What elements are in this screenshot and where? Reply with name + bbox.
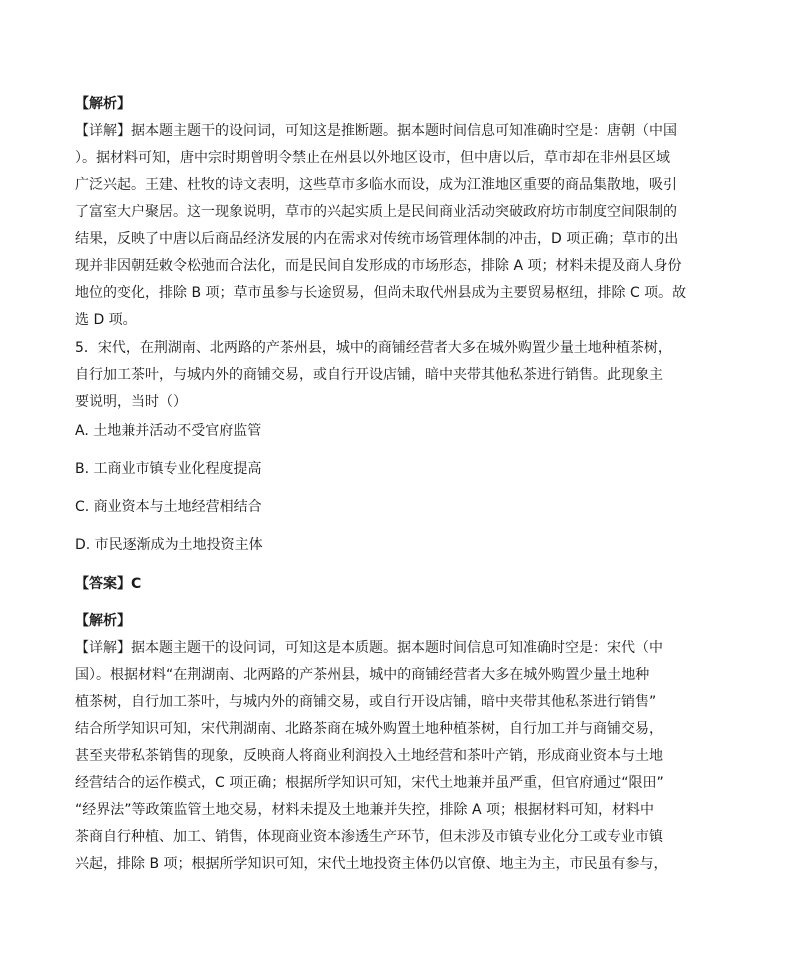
option-b: B. 工商业市镇专业化程度提高 <box>75 461 262 477</box>
analysis-text-line: 广泛兴起。王建、杜牧的诗文表明，这些草市多临水而设，成为江淮地区重要的商品集散地，吸引 <box>75 177 677 193</box>
analysis-text-line: 结果，反映了中唐以后商品经济发展的内在需求对传统市场管理体制的冲击，D 项正确；草市的出 <box>75 231 679 247</box>
analysis-text-line: 【详解】据本题主题干的设问词，可知这是本质题。据本题时间信息可知准确时空是：宋代（中 <box>75 640 663 656</box>
analysis-text-line: 选 D 项。 <box>75 312 137 328</box>
analysis-text-line: 【详解】据本题主题干的设问词，可知这是推断题。据本题时间信息可知准确时空是：唐朝（中国 <box>75 123 677 139</box>
analysis-heading: 【解析】 <box>75 96 131 112</box>
analysis-heading: 【解析】 <box>75 613 131 629</box>
analysis-text-line: “经界法”等政策监管土地交易，材料未提及土地兼并失控，排除 A 项；根据材料可知，材料中 <box>75 802 654 818</box>
analysis-text-line: ）。据材料可知，唐中宗时期曾明令禁止在州县以外地区设市，但中唐以后，草市却在非州县区域 <box>75 150 670 166</box>
analysis-text-line: 国）。根据材料“在荆湖南、北两路的产茶州县，城中的商铺经营者大多在城外购置少量土地种 <box>75 667 650 683</box>
answer-label: 【答案】C <box>75 576 142 592</box>
analysis-text-line: 地位的变化，排除 B 项；草市虽参与长途贸易，但尚未取代州县成为主要贸易枢纽，排除 C 项。故 <box>75 285 687 301</box>
question-stem-line: 要说明，当时（） <box>75 394 187 410</box>
option-a: A. 土地兼并活动不受官府监管 <box>75 423 262 439</box>
analysis-text-line: 了富室大户聚居。这一现象说明，草市的兴起实质上是民间商业活动突破政府坊市制度空间限制的 <box>75 204 677 220</box>
analysis-text-line: 兴起，排除 B 项；根据所学知识可知，宋代土地投资主体仍以官僚、地主为主，市民虽有参与， <box>75 856 668 872</box>
analysis-text-line: 茶商自行种植、加工、销售，体现商业资本渗透生产环节，但未涉及市镇专业化分工或专业市镇 <box>75 829 663 845</box>
analysis-text-line: 经营结合的运作模式，C 项正确；根据所学知识可知，宋代土地兼并虽严重，但官府通过“限田” <box>75 775 664 791</box>
option-d: D. 市民逐渐成为土地投资主体 <box>75 537 263 553</box>
question-stem-line: 5．宋代，在荆湖南、北两路的产茶州县，城中的商铺经营者大多在城外购置少量土地种植茶树， <box>75 340 672 356</box>
option-c: C. 商业资本与土地经营相结合 <box>75 499 262 515</box>
analysis-text-line: 甚至夹带私茶销售的现象，反映商人将商业利润投入土地经营和茶叶产销，形成商业资本与土地 <box>75 748 663 764</box>
analysis-text-line: 结合所学知识可知，宋代荆湖南、北路茶商在城外购置土地种植茶树，自行加工并与商铺交易， <box>75 721 663 737</box>
analysis-text-line: 植茶树，自行加工茶叶，与城内外的商铺交易，或自行开设店铺，暗中夹带其他私茶进行销售” <box>75 694 657 710</box>
analysis-text-line: 现并非因朝廷敕令松弛而合法化，而是民间自发形成的市场形态，排除 A 项；材料未提及商人身份 <box>75 258 682 274</box>
question-stem-line: 自行加工茶叶，与城内外的商铺交易，或自行开设店铺，暗中夹带其他私茶进行销售。此现象主 <box>75 367 663 383</box>
